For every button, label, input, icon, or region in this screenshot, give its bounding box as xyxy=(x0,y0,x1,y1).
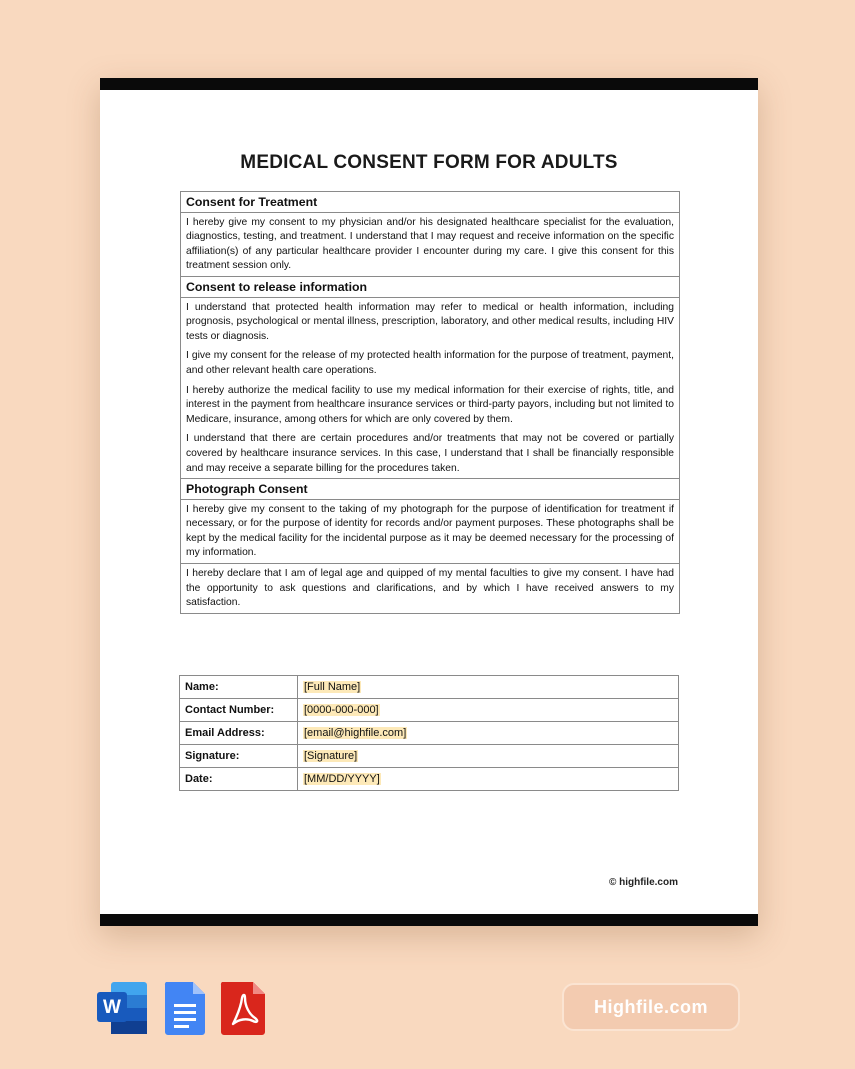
highfile-badge[interactable]: Highfile.com xyxy=(562,983,740,1031)
field-value-contact[interactable]: [0000-000-000] xyxy=(304,704,379,716)
section-body-photograph xyxy=(181,500,679,564)
field-label-name: Name: xyxy=(180,676,298,699)
bottom-black-bar xyxy=(100,914,758,926)
field-cell-name xyxy=(298,676,679,699)
field-label-email: Email Address: xyxy=(180,722,298,745)
document-page xyxy=(100,78,758,926)
google-docs-icon[interactable] xyxy=(163,980,207,1041)
top-black-bar xyxy=(100,78,758,90)
table-row xyxy=(180,768,679,791)
field-label-date: Date: xyxy=(180,768,298,791)
consent-sections xyxy=(180,191,680,614)
section-body-treatment xyxy=(181,213,679,277)
table-row xyxy=(180,699,679,722)
declaration-body xyxy=(181,564,679,613)
field-value-email[interactable]: [email@highfile.com] xyxy=(304,727,407,739)
paragraph: I understand that protected health information may refer to medical or health information, including prognosis, psychological or mental illness, prescription, laboratory, and other medical results, including HIV tests or diagnosis. xyxy=(186,301,674,342)
field-label-signature: Signature: xyxy=(180,745,298,768)
paragraph: I give my consent for the release of my protected health information for the purpose of treatment, payment, and other relevant health care operations. xyxy=(186,350,674,376)
word-icon[interactable] xyxy=(97,980,149,1041)
paragraph: I hereby give my consent to the taking of my photograph for the purpose of identification for treatment if necessary, or for the purpose of identity for records and/or payment purposes. These photographs shall be kept by the medical facility for the incidental purpose as it may be deemed necessary for the processing of my information. xyxy=(186,503,674,559)
field-value-date[interactable]: [MM/DD/YYYY] xyxy=(304,773,380,785)
document-title: MEDICAL CONSENT FORM FOR ADULTS xyxy=(240,152,618,173)
table-row xyxy=(180,722,679,745)
table-row xyxy=(180,676,679,699)
section-heading-release: Consent to release information xyxy=(181,277,679,298)
field-value-signature[interactable]: [Signature] xyxy=(304,750,358,762)
section-heading-photograph: Photograph Consent xyxy=(181,479,679,500)
table-row xyxy=(180,745,679,768)
field-value-name[interactable]: [Full Name] xyxy=(304,681,361,693)
paragraph: I understand that there are certain procedures and/or treatments that may not be covered or partially covered by healthcare insurance services. In this case, I understand that I shall be financially responsible and may receive a separate billing for the procedures taken. xyxy=(186,433,674,474)
paragraph: I hereby give my consent to my physician and/or his designated healthcare specialist for the evaluation, diagnostics, testing, and treatment. I understand that I may request and receive information on the specific affiliation(s) of any particular healthcare provider I encounter during my care. I give this consent for this treatment session only. xyxy=(186,216,674,272)
field-cell-signature xyxy=(298,745,679,768)
section-heading-treatment: Consent for Treatment xyxy=(181,192,679,213)
personal-info-table xyxy=(179,675,679,791)
paragraph: I hereby authorize the medical facility to use my medical information for their exercise of rights, title, and interest in the payment from healthcare insurance services or third-party payors, including but not limited to Medicare, insurance, among others for which are only covered by them. xyxy=(186,384,674,425)
field-cell-email xyxy=(298,722,679,745)
field-label-contact: Contact Number: xyxy=(180,699,298,722)
section-body-release xyxy=(181,298,679,480)
pdf-icon[interactable] xyxy=(219,980,267,1041)
svg-text:W: W xyxy=(103,997,121,1018)
field-cell-contact xyxy=(298,699,679,722)
field-cell-date xyxy=(298,768,679,791)
declaration-paragraph: I hereby declare that I am of legal age and quipped of my mental faculties to give my consent. I have had the opportunity to ask questions and clarifications, and by which I have received answers to my satisfaction. xyxy=(186,568,674,609)
copyright-text: © highfile.com xyxy=(608,877,678,888)
